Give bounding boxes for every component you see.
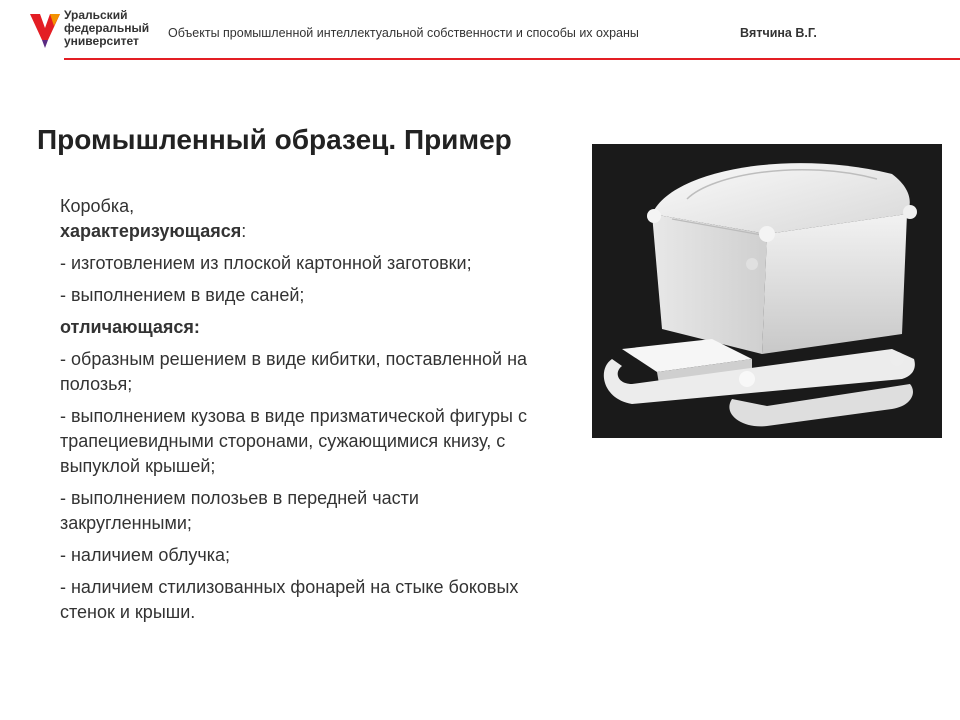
presentation-title: Объекты промышленной интеллектуальной собственности и способы их охраны [168, 26, 639, 40]
list-item: - наличием стилизованных фонарей на стыке боковых стенок и крыши. [60, 577, 519, 622]
logo-line: Уральский [64, 8, 128, 22]
university-logo-icon [28, 10, 62, 50]
sleigh-box-photo [592, 144, 942, 438]
list-item: - образным решением в виде кибитки, поставленной на полозья; [60, 349, 528, 394]
list-item: - выполнением полозьев в передней части закругленными; [60, 488, 419, 533]
list-item: - выполнением в виде саней; [60, 285, 305, 305]
university-name [64, 9, 164, 48]
slide-body [60, 194, 540, 632]
slide-title: Промышленный образец. Пример [37, 124, 512, 155]
list-item: - наличием облучка; [60, 545, 230, 565]
list-item: - изготовлением из плоской картонной заготовки; [60, 253, 472, 273]
author-name: Вятчина В.Г. [740, 26, 817, 40]
intro-line [60, 194, 540, 219]
list-item: - выполнением кузова в виде призматической фигуры с трапециевидными сторонами, сужающимися книзу, с выпуклой крышей; [60, 406, 527, 476]
distinguished-label: отличающаяся: [60, 317, 200, 337]
characterized-colon: : [241, 221, 247, 241]
characterized-label: характеризующаяся [60, 221, 242, 241]
header [0, 0, 960, 62]
logo-line: университет [64, 34, 139, 48]
characterized-line [60, 219, 540, 244]
header-divider [64, 58, 960, 60]
logo-line: федеральный [64, 21, 150, 35]
subject-text: Коробка, [60, 196, 135, 216]
